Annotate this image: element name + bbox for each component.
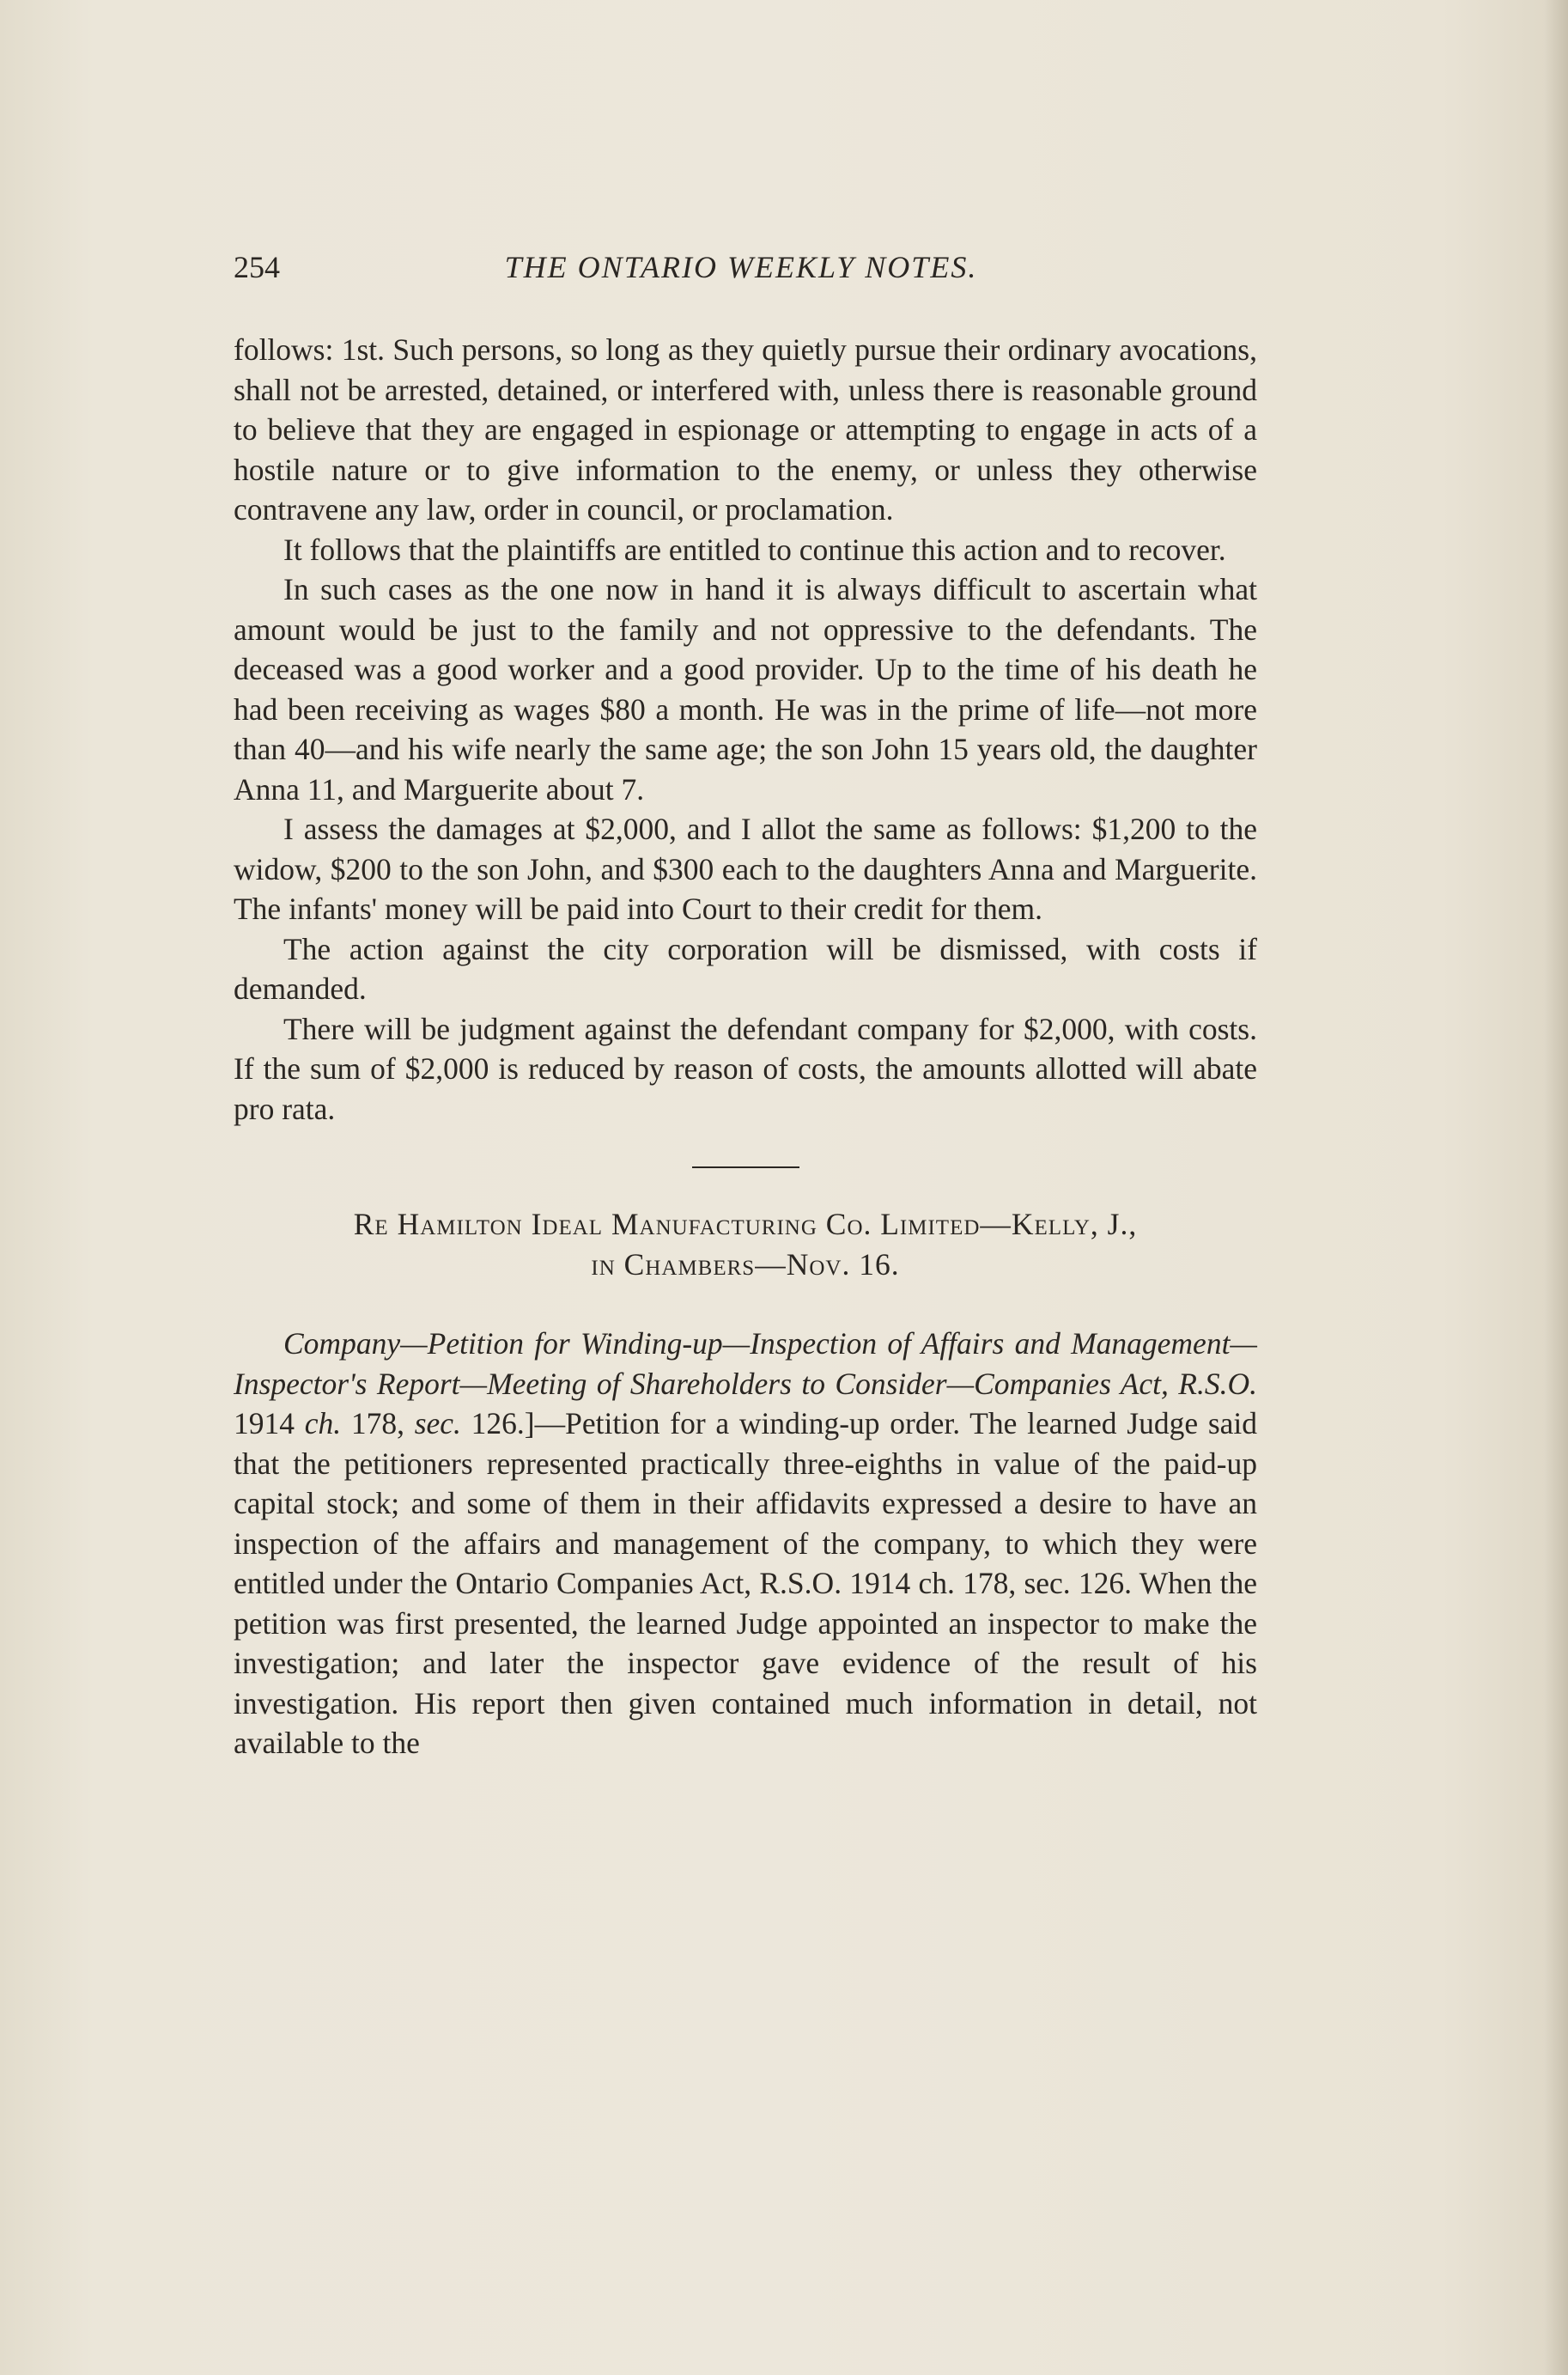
paragraph-2: It follows that the plaintiffs are entitled to continue this action and to recover.: [283, 532, 1226, 567]
headnote-citation-year: 1914: [234, 1406, 305, 1440]
headnote-citation-ch: ch.: [304, 1406, 342, 1440]
headnote-citation-number: 178,: [341, 1406, 415, 1440]
headnote-citation-sec: sec.: [414, 1406, 461, 1440]
page-edge-shadow: [1544, 0, 1568, 2375]
paragraph-3: In such cases as the one now in hand it is always difficult to ascertain what amount would be just to the family and not oppressive to the defendants. The deceased was a good worker and a good provider. Up to the time of his death he had been receiving as wages $80 a month. He was in the prime of life—not more than 40—and his wife nearly the same age; the son John 15 years old, the daughter Anna 11, and Marguerite about 7.: [234, 572, 1257, 807]
case-title-line-1: Re Hamilton Ideal Manufacturing Co. Limited—Kelly, J.,: [353, 1207, 1138, 1241]
body-text: [234, 330, 1257, 1129]
headnote-body: —Petition for a winding-up order. The learned Judge said that the petitioners represented practically three-eighths in value of the paid-up capital stock; and some of them in their affidavits expressed a desire to have an inspection of the affairs and management of the company, to which they were entitled under the Ontario Companies Act, R.S.O. 1914 ch. 178, sec. 126. When the petition was first presented, the learned Judge appointed an inspector to make the investigation; and later the inspector gave evidence of the result of his investigation. His report then given contained much information in detail, not available to the: [234, 1406, 1258, 1760]
paragraph-1: follows: 1st. Such persons, so long as they quietly pursue their ordinary avocations, shall not be arrested, detained, or interfered with, unless there is reasonable ground to believe that they are engaged in espionage or attempting to engage in acts of a hostile nature or to give information to the enemy, or unless they otherwise contravene any law, order in council, or proclamation.: [234, 332, 1257, 527]
running-head: THE ONTARIO WEEKLY NOTES.: [504, 250, 978, 284]
case-title: [234, 1204, 1257, 1284]
page-number: 254: [234, 250, 280, 284]
page-header: [234, 247, 1257, 290]
headnote-citation-section: 126.]: [460, 1406, 535, 1440]
section-divider: [692, 1166, 799, 1168]
headnote-catchwords: Company—Petition for Winding-up—Inspection of Affairs and Management—Inspector's Report—Meeting of Shareholders to Consider—Companies Act, R.S.O.: [234, 1326, 1257, 1401]
paragraph-4: I assess the damages at $2,000, and I allot the same as follows: $1,200 to the widow, $200 to the son John, and $300 each to the daughters Anna and Marguerite. The infants' money will be paid into Court to their credit for them.: [234, 812, 1257, 926]
paragraph-6: There will be judgment against the defendant company for $2,000, with costs. If the sum of $2,000 is reduced by reason of costs, the amounts allotted will abate pro rata.: [234, 1011, 1257, 1126]
case-title-line-2: in Chambers—Nov. 16.: [591, 1246, 900, 1282]
paragraph-5: The action against the city corporation will be dismissed, with costs if demanded.: [234, 931, 1257, 1006]
headnote: [234, 1324, 1257, 1763]
page-content: [234, 241, 1257, 1763]
